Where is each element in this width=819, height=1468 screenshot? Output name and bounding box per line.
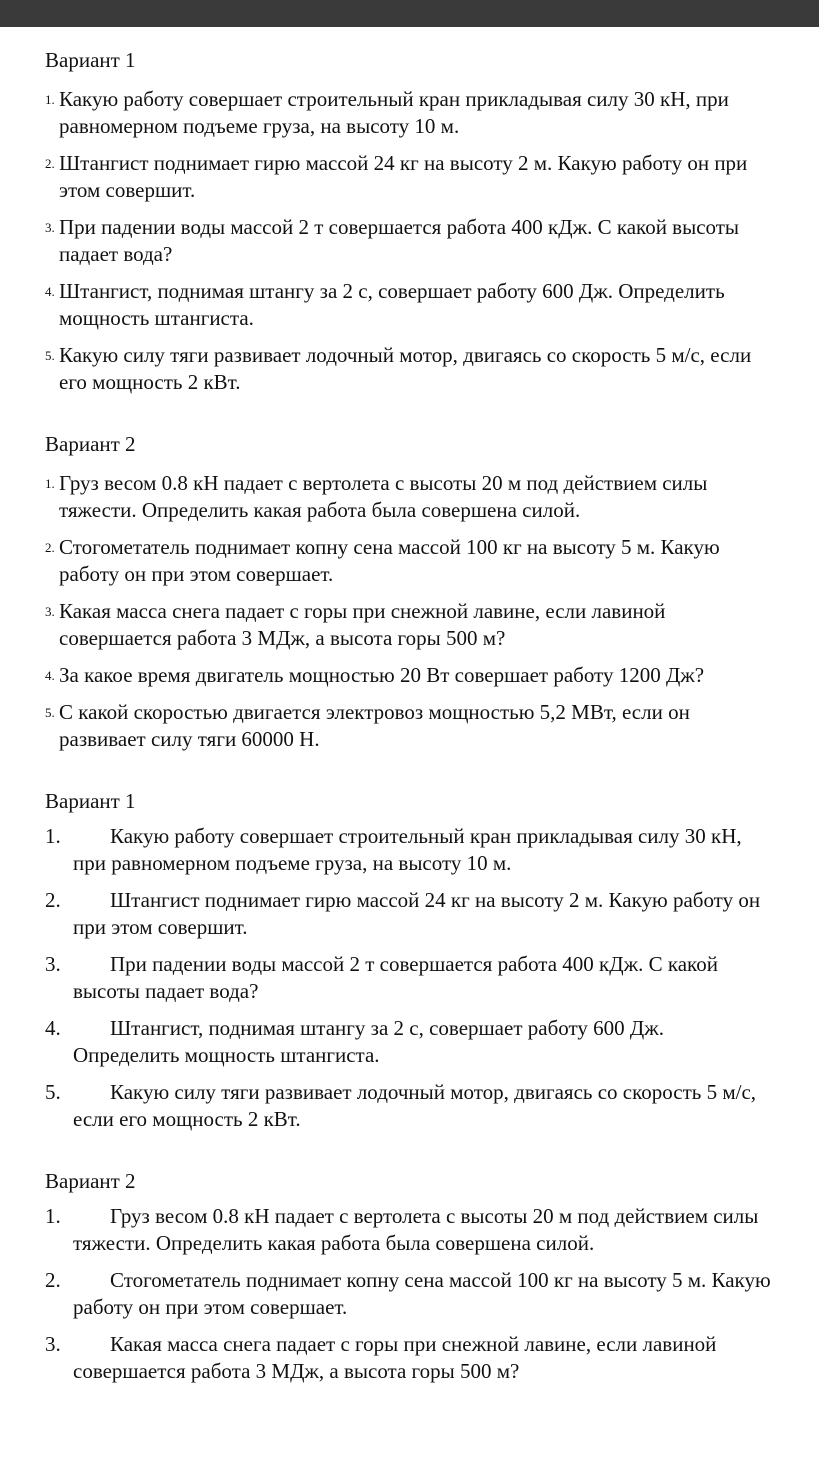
- section-variant-2: [45, 430, 775, 753]
- section-variant-1: [45, 46, 775, 396]
- task-number: 4.: [45, 1016, 61, 1040]
- task-item: [45, 150, 775, 204]
- task-item: [45, 1079, 775, 1133]
- section-heading: Вариант 2: [45, 432, 136, 456]
- task-list: [45, 86, 775, 396]
- section-heading: Вариант 1: [45, 789, 136, 813]
- task-text: Штангист, поднимая штангу за 2 с, совершает работу 600 Дж. Определить мощность штангиста.: [59, 279, 725, 330]
- task-text: Штангист, поднимая штангу за 2 с, совершает работу 600 Дж. Определить мощность штангиста.: [73, 1016, 664, 1067]
- task-number: 4.: [45, 284, 55, 299]
- task-text: За какое время двигатель мощностью 20 Вт совершает работу 1200 Дж?: [59, 663, 705, 687]
- task-item: [45, 214, 775, 268]
- task-text: Стогометатель поднимает копну сена массой 100 кг на высоту 5 м. Какую работу он при этом совершает.: [59, 535, 720, 586]
- task-text: Штангист поднимает гирю массой 24 кг на высоту 2 м. Какую работу он при этом совершит.: [73, 888, 761, 939]
- task-item: [45, 1203, 775, 1257]
- task-number: 2.: [45, 1268, 61, 1292]
- task-item: [45, 951, 775, 1005]
- task-text: Какая масса снега падает с горы при снежной лавине, если лавиной совершается работа 3 МДж, а высота горы 500 м?: [73, 1332, 717, 1383]
- task-list: [45, 1203, 775, 1385]
- task-item: [45, 470, 775, 524]
- task-item: [45, 823, 775, 877]
- task-list: [45, 470, 775, 753]
- section-heading: Вариант 1: [45, 48, 136, 72]
- task-number: 3.: [45, 220, 55, 235]
- task-item: [45, 887, 775, 941]
- task-number: 4.: [45, 668, 55, 683]
- document-content: [45, 46, 775, 1419]
- task-text: С какой скоростью двигается электровоз мощностью 5,2 МВт, если он развивает силу тяги 60000 Н.: [59, 700, 690, 751]
- task-number: 2.: [45, 540, 55, 555]
- task-item: [45, 342, 775, 396]
- top-bar: [0, 0, 819, 27]
- task-item: [45, 1267, 775, 1321]
- task-text: Стогометатель поднимает копну сена массой 100 кг на высоту 5 м. Какую работу он при этом совершает.: [73, 1268, 771, 1319]
- task-text: Какая масса снега падает с горы при снежной лавине, если лавиной совершается работа 3 МДж, а высота горы 500 м?: [59, 599, 666, 650]
- task-item: [45, 1015, 775, 1069]
- section-variant-2-copy: [45, 1167, 775, 1385]
- task-text: Груз весом 0.8 кН падает с вертолета с высоты 20 м под действием силы тяжести. Определить какая работа была совершена силой.: [73, 1204, 759, 1255]
- task-number: 5.: [45, 348, 55, 363]
- task-number: 1.: [45, 1204, 61, 1228]
- task-item: [45, 1331, 775, 1385]
- task-number: 1.: [45, 824, 61, 848]
- task-text: Груз весом 0.8 кН падает с вертолета с высоты 20 м под действием силы тяжести. Определить какая работа была совершена силой.: [59, 471, 708, 522]
- task-text: Какую работу совершает строительный кран прикладывая силу 30 кН, при равномерном подъеме груза, на высоту 10 м.: [73, 824, 742, 875]
- task-number: 3.: [45, 1332, 61, 1356]
- task-number: 5.: [45, 705, 55, 720]
- task-number: 3.: [45, 952, 61, 976]
- task-number: 1.: [45, 92, 55, 107]
- task-item: [45, 278, 775, 332]
- task-item: [45, 534, 775, 588]
- task-list: [45, 823, 775, 1133]
- task-number: 1.: [45, 476, 55, 491]
- task-number: 3.: [45, 604, 55, 619]
- task-item: [45, 86, 775, 140]
- task-text: Какую работу совершает строительный кран прикладывая силу 30 кН, при равномерном подъеме груза, на высоту 10 м.: [59, 87, 729, 138]
- task-item: [45, 598, 775, 652]
- task-text: При падении воды массой 2 т совершается работа 400 кДж. С какой высоты падает вода?: [73, 952, 718, 1003]
- task-number: 2.: [45, 888, 61, 912]
- task-text: Какую силу тяги развивает лодочный мотор, двигаясь со скорость 5 м/с, если его мощность 2 кВт.: [59, 343, 752, 394]
- task-number: 5.: [45, 1080, 61, 1104]
- task-text: Какую силу тяги развивает лодочный мотор, двигаясь со скорость 5 м/с, если его мощность 2 кВт.: [73, 1080, 757, 1131]
- section-heading: Вариант 2: [45, 1169, 136, 1193]
- task-number: 2.: [45, 156, 55, 171]
- section-variant-1-copy: [45, 787, 775, 1133]
- task-item: [45, 662, 775, 689]
- task-item: [45, 699, 775, 753]
- task-text: Штангист поднимает гирю массой 24 кг на высоту 2 м. Какую работу он при этом совершит.: [59, 151, 748, 202]
- task-text: При падении воды массой 2 т совершается работа 400 кДж. С какой высоты падает вода?: [59, 215, 740, 266]
